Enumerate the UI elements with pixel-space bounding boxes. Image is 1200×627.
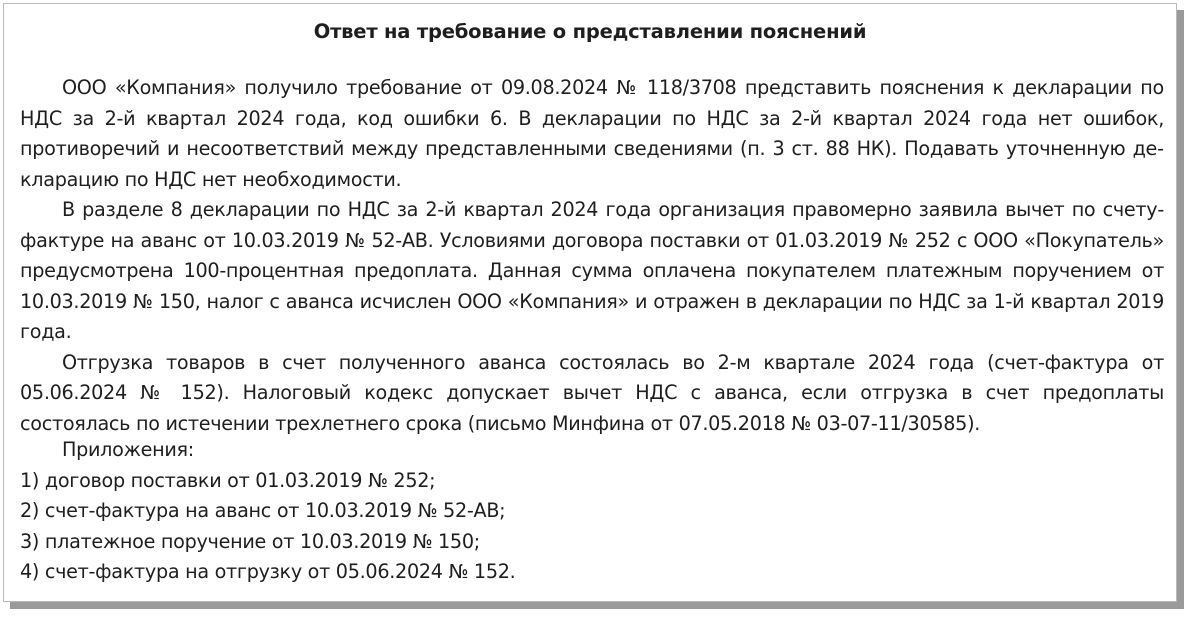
attachment-item: 3) платежное поручение от 10.03.2019 № 150; [20, 529, 480, 553]
attachments-section [20, 435, 1164, 588]
paragraph-request: ООО «Компания» получило требование от 09.08.2024 № 118/3708 представить пояснения к декларации по НДС за 2-й квартал 2024 года, код ошибки 6. В декларации по НДС за 2-й квартал 2024 года нет ошибок, противоречий и несоответствий между представленными сведениями (п. 3 ст. 88 НК). Подавать уточненную декларацию по НДС нет необходимости. [20, 76, 1164, 191]
document-body [20, 73, 1164, 439]
document-frame [3, 3, 1177, 602]
attachments-list [20, 466, 1164, 588]
attachment-item: 1) договор поставки от 01.03.2019 № 252; [20, 468, 436, 492]
attachment-item: 2) счет-фактура на аванс от 10.03.2019 № 52-АВ; [20, 499, 506, 522]
attachments-title: Приложения: [62, 438, 194, 461]
document-title: Ответ на требование о представлении пояснений [313, 20, 867, 43]
paragraph-deduction: В разделе 8 декларации по НДС за 2-й квартал 2024 года организация правомерно заявила вычет по счету-фактуре на аванс от 10.03.2019 № 52-АВ. Условиями договора поставки от 01.03.2019 № 252 с ООО «Покупатель» предусмотрена 100-процентная предоплата. Данная сумма оплачена покупателем платежным поручением от 10.03.2019 № 150, налог с аванса исчислен ООО «Компания» и отражен в декларации по НДС за 1-й квартал 2019 года. [20, 198, 1164, 343]
paragraph-shipment: Отгрузка товаров в счет полученного аванса состоялась во 2-м квартале 2024 года (счет-фактура от 05.06.2024 № 152). Налоговый кодекс допускает вычет НДС с аванса, если отгрузка в счет предоплаты состоялась по истечении трехлетнего срока (письмо Минфина от 07.05.2018 № 03-07-11/30585). [20, 350, 1164, 435]
attachment-item: 4) счет-фактура на отгрузку от 05.06.2024 № 152. [20, 560, 516, 583]
